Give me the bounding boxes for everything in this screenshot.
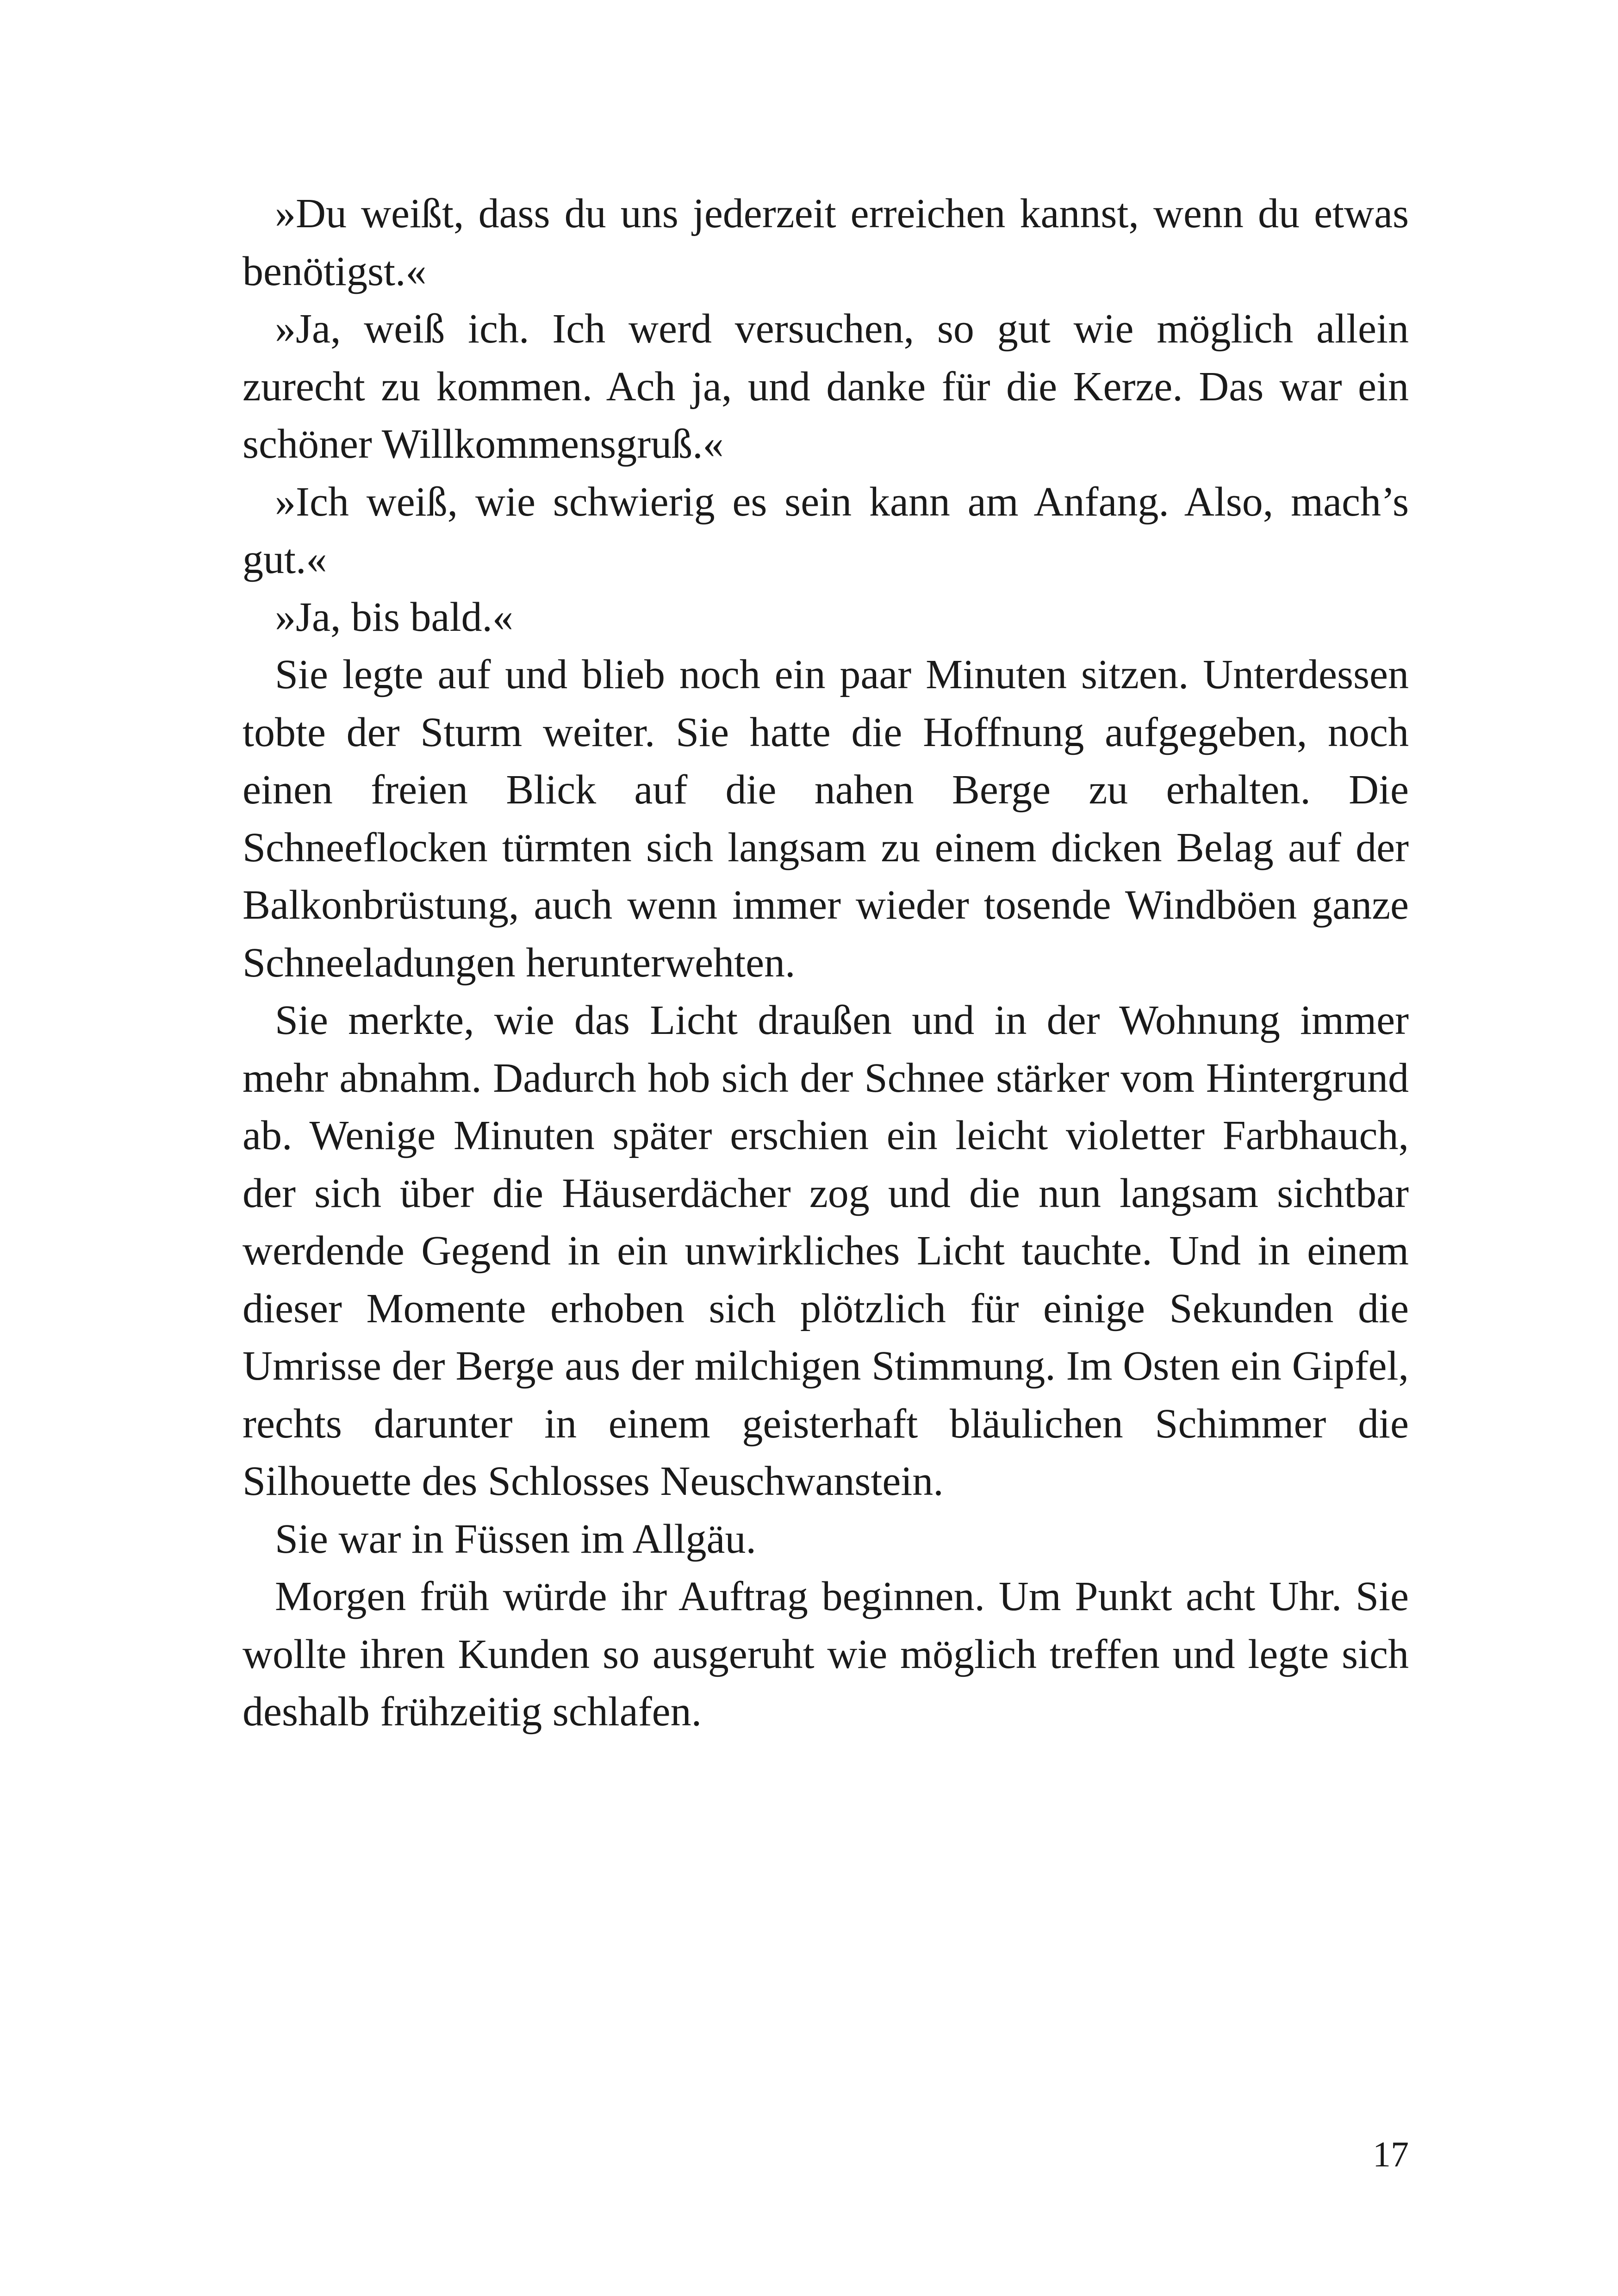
paragraph: »Ich weiß, wie schwierig es sein kann am Anfang. Also, mach’s gut.«: [243, 479, 1409, 582]
paragraph: Sie merkte, wie das Licht draußen und in der Wohnung immer mehr abnahm. Dadurch hob sich der Schnee stärker vom Hintergrund ab. Wenige Minuten später erschien ein leicht violetter Farbhauch, der sich über die Häuserdächer zog und die nun langsam sichtbar werdende Gegend in ein unwirkliches Licht tauchte. Und in einem dieser Momente erhoben sich plötzlich für einige Sekunden die Umrisse der Berge aus der milchigen Stimmung. Im Osten ein Gipfel, rechts darunter in einem geisterhaft bläulichen Schimmer die Silhouette des Schlosses Neuschwanstein.: [243, 997, 1409, 1504]
paragraph: »Du weißt, dass du uns jederzeit erreichen kannst, wenn du etwas benötigst.«: [243, 191, 1409, 294]
paragraph: »Ja, weiß ich. Ich werd versuchen, so gut wie möglich allein zurecht zu kommen. Ach ja, und danke für die Kerze. Das war ein schöner Willkommensgruß.«: [243, 306, 1409, 467]
paragraph: »Ja, bis bald.«: [275, 594, 513, 640]
paragraph: Sie legte auf und blieb noch ein paar Minuten sitzen. Unterdessen tobte der Sturm weiter. Sie hatte die Hoffnung aufgegeben, noch einen freien Blick auf die nahen Berge zu erhalten. Die Schneeflocken türmten sich langsam zu einem dicken Belag auf der Balkonbrüstung, auch wenn immer wieder tosende Windböen ganze Schneeladungen herunterwehten.: [243, 652, 1409, 986]
page-number: 17: [1373, 2134, 1409, 2174]
paragraph: Sie war in Füssen im Allgäu.: [275, 1516, 756, 1562]
paragraph: Morgen früh würde ihr Auftrag beginnen. Um Punkt acht Uhr. Sie wollte ihren Kunden so ausgeruht wie möglich treffen und legte sich deshalb frühzeitig schlafen.: [243, 1574, 1409, 1735]
body-text: [243, 185, 1409, 1741]
